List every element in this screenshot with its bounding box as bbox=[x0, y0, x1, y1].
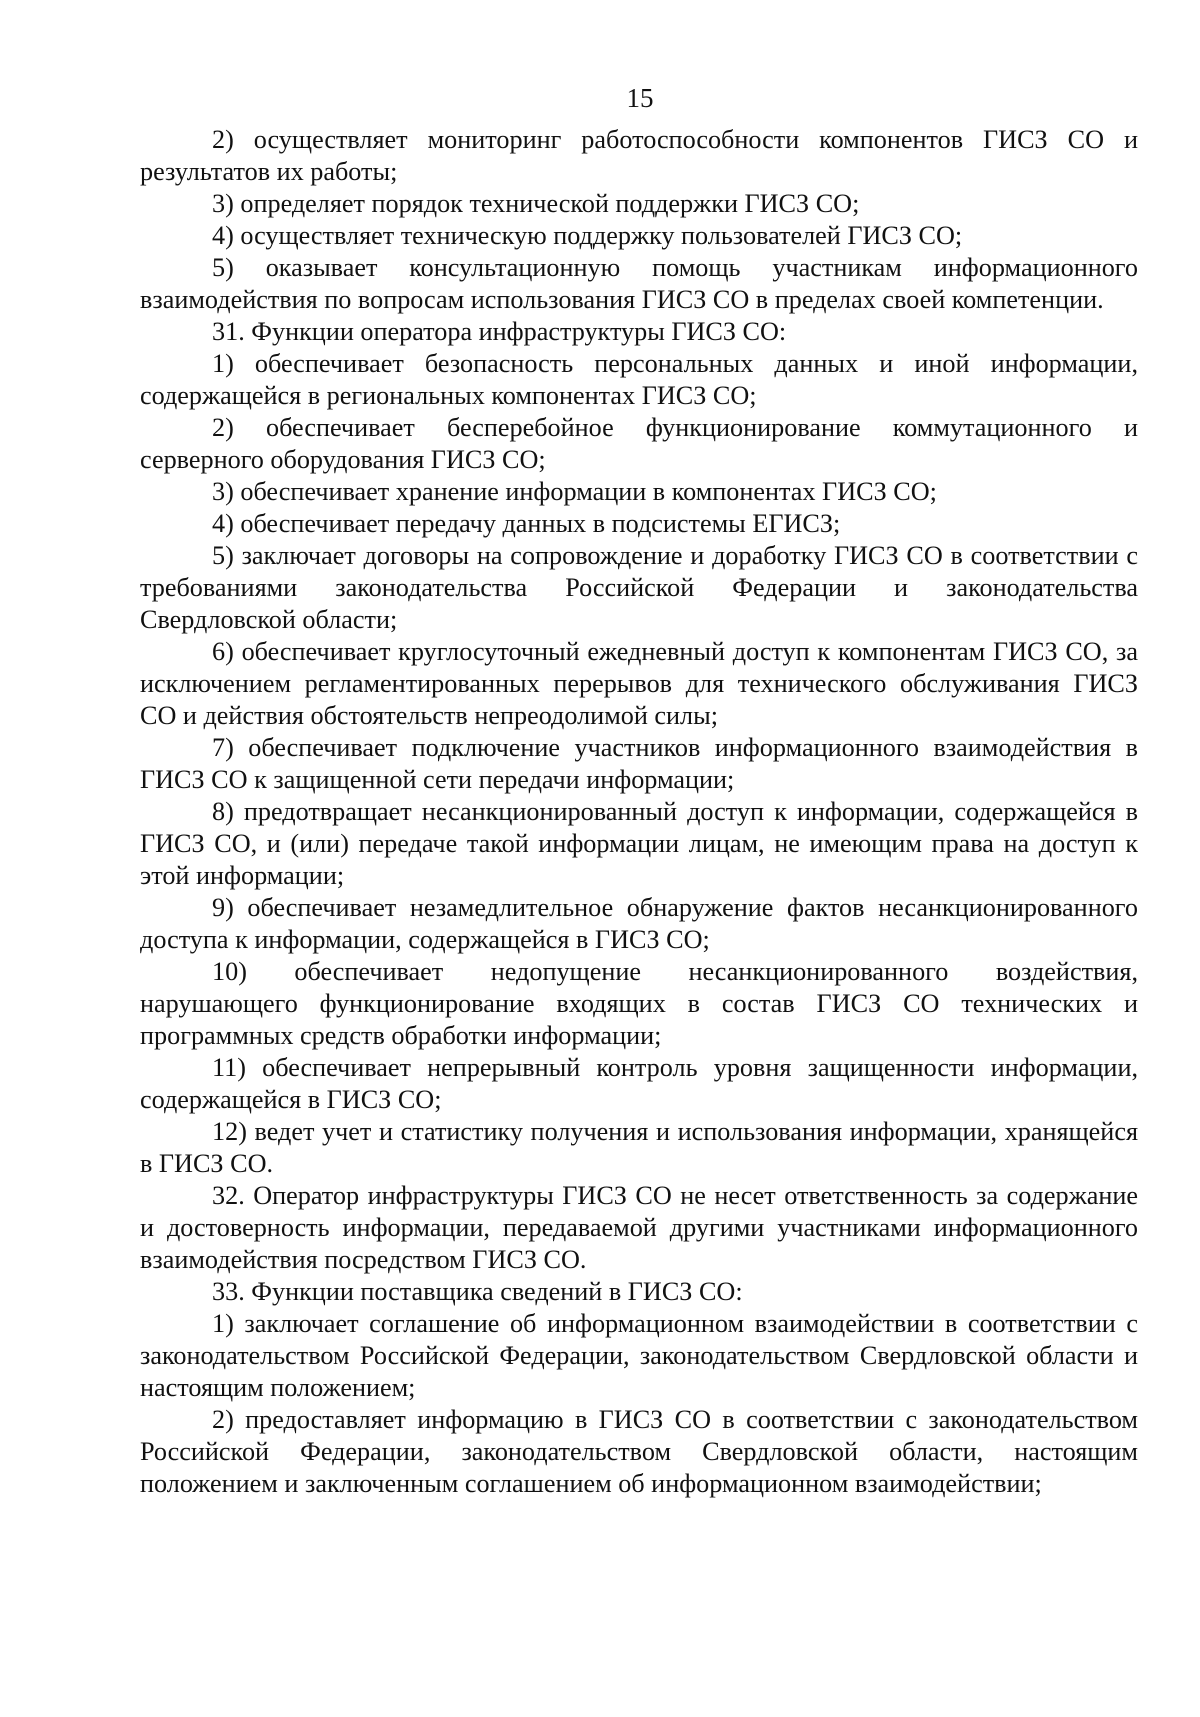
paragraph-31-item-6: 6) обеспечивает круглосуточный ежедневный доступ к компонентам ГИСЗ СО, за исключением регламентированных перерывов для технического обслуживания ГИСЗ СО и действия обстоятельств непреодолимой силы; bbox=[140, 637, 1138, 730]
paragraph-31-item-8: 8) предотвращает несанкционированный доступ к информации, содержащейся в ГИСЗ СО, и (или) передаче такой информации лицам, не имеющим права на доступ к этой информации; bbox=[140, 797, 1138, 890]
paragraph-item-4-user-support: 4) осуществляет техническую поддержку пользователей ГИСЗ СО; bbox=[212, 221, 963, 250]
paragraph-31-item-12: 12) ведет учет и статистику получения и использования информации, хранящейся в ГИСЗ СО. bbox=[140, 1117, 1138, 1178]
paragraph-31-item-10: 10) обеспечивает недопущение несанкционированного воздействия, нарушающего функционирование входящих в состав ГИСЗ СО технических и программных средств обработки информации; bbox=[140, 957, 1138, 1050]
paragraph-33-item-2: 2) предоставляет информацию в ГИСЗ СО в соответствии с законодательством Российской Федерации, законодательством Свердловской области, настоящим положением и заключенным соглашением об информационном взаимодействии; bbox=[140, 1405, 1138, 1498]
paragraph-31-item-2: 2) обеспечивает бесперебойное функционирование коммутационного и серверного оборудования ГИСЗ СО; bbox=[140, 413, 1138, 474]
paragraph-31-item-11: 11) обеспечивает непрерывный контроль уровня защищенности информации, содержащейся в ГИСЗ СО; bbox=[140, 1053, 1138, 1114]
paragraph-section-32: 32. Оператор инфраструктуры ГИСЗ СО не несет ответственность за содержание и достоверность информации, передаваемой другими участниками информационного взаимодействия посредством ГИСЗ СО. bbox=[140, 1181, 1138, 1274]
paragraph-31-item-5: 5) заключает договоры на сопровождение и доработку ГИСЗ СО в соответствии с требованиями законодательства Российской Федерации и законодательства Свердловской области; bbox=[140, 541, 1138, 634]
paragraph-31-item-9: 9) обеспечивает незамедлительное обнаружение фактов несанкционированного доступа к информации, содержащейся в ГИСЗ СО; bbox=[140, 893, 1138, 954]
paragraph-section-33-heading: 33. Функции поставщика сведений в ГИСЗ СО: bbox=[212, 1277, 743, 1306]
paragraph-31-item-7: 7) обеспечивает подключение участников информационного взаимодействия в ГИСЗ СО к защищенной сети передачи информации; bbox=[140, 733, 1138, 794]
document-body bbox=[140, 124, 1138, 1500]
paragraph-item-2-monitoring: 2) осуществляет мониторинг работоспособности компонентов ГИСЗ СО и результатов их работы; bbox=[140, 125, 1138, 186]
paragraph-item-3-support-order: 3) определяет порядок технической поддержки ГИСЗ СО; bbox=[212, 189, 860, 218]
paragraph-section-31-heading: 31. Функции оператора инфраструктуры ГИСЗ СО: bbox=[212, 317, 787, 346]
paragraph-31-item-4: 4) обеспечивает передачу данных в подсистемы ЕГИСЗ; bbox=[212, 509, 841, 538]
paragraph-31-item-3: 3) обеспечивает хранение информации в компонентах ГИСЗ СО; bbox=[212, 477, 937, 506]
paragraph-item-5-consulting: 5) оказывает консультационную помощь участникам информационного взаимодействия по вопросам использования ГИСЗ СО в пределах своей компетенции. bbox=[140, 253, 1138, 314]
paragraph-33-item-1: 1) заключает соглашение об информационном взаимодействии в соответствии с законодательством Российской Федерации, законодательством Свердловской области и настоящим положением; bbox=[140, 1309, 1138, 1402]
paragraph-31-item-1: 1) обеспечивает безопасность персональных данных и иной информации, содержащейся в региональных компонентах ГИСЗ СО; bbox=[140, 349, 1138, 410]
page-number: 15 bbox=[626, 83, 654, 113]
